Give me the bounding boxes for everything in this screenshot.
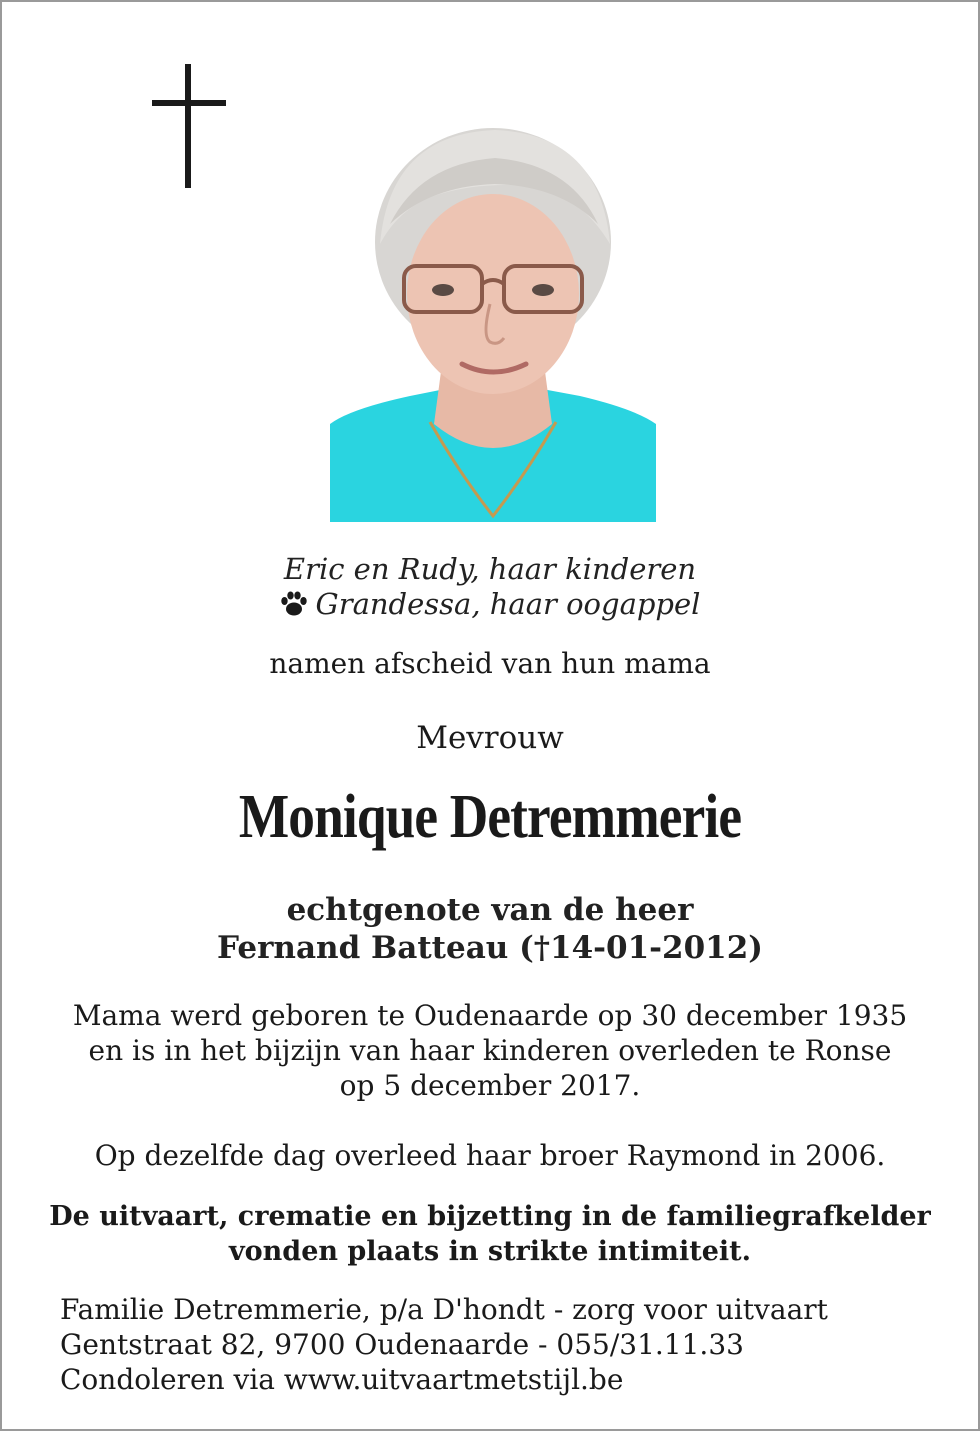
biography xyxy=(2,998,978,1103)
bio-line: Mama werd geboren te Oudenaarde op 30 december 1935 xyxy=(72,999,908,1032)
funeral-notice xyxy=(2,1199,978,1269)
footer-family: Familie Detremmerie, p/a D'hondt - zorg voor uitvaart xyxy=(60,1293,828,1326)
paw-icon xyxy=(280,591,308,617)
spouse-line-2: Fernand Batteau (†14-01-2012) xyxy=(217,930,763,966)
children-line: Eric en Rudy, haar kinderen xyxy=(283,552,697,586)
spouse-line-1: echtgenote van de heer xyxy=(286,892,694,928)
footer-address: Gentstraat 82, 9700 Oudenaarde - 055/31.11.33 xyxy=(60,1328,744,1361)
cross-icon xyxy=(152,64,226,188)
funeral-line: vonden plaats in strikte intimiteit. xyxy=(228,1236,752,1267)
intro-text: namen afscheid van hun mama xyxy=(269,647,711,680)
bio-line: op 5 december 2017. xyxy=(339,1069,641,1102)
pet-text: Grandessa, haar oogappel xyxy=(315,587,701,621)
funeral-line: De uitvaart, crematie en bijzetting in de familiegrafkelder xyxy=(49,1201,931,1232)
footer-condolences: Condoleren via www.uitvaartmetstijl.be xyxy=(60,1363,624,1396)
salutation: Mevrouw xyxy=(416,720,564,756)
pet-line xyxy=(2,587,978,622)
note-line: Op dezelfde dag overleed haar broer Raymond in 2006. xyxy=(94,1139,886,1172)
deceased-name: Monique Detremmerie xyxy=(238,783,742,851)
bio-line: en is in het bijzijn van haar kinderen overleden te Ronse xyxy=(88,1034,892,1067)
portrait-photo xyxy=(330,124,656,522)
